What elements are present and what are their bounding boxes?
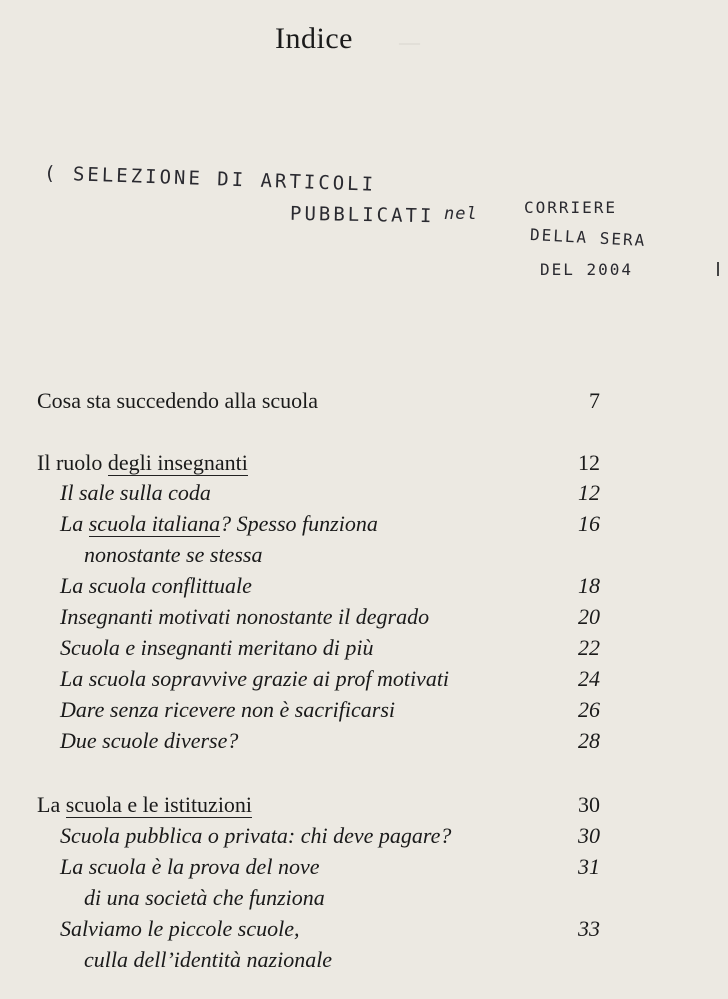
toc-entry[interactable] <box>0 633 728 663</box>
toc-entry-title: La scuola conflittuale <box>60 573 252 598</box>
toc-entry-title: Scuola e insegnanti meritano di più <box>60 635 374 660</box>
toc-entry-continuation <box>0 883 728 913</box>
toc-page-number: 12 <box>578 480 600 505</box>
edge-mark <box>717 262 719 276</box>
toc-page-number: 24 <box>578 666 600 691</box>
note-line-4: DEL 2004 <box>540 260 634 279</box>
toc-entry-continuation <box>0 945 728 975</box>
toc-page-number: 12 <box>578 450 600 475</box>
toc-page-number: 30 <box>578 792 600 817</box>
toc-section-title: La scuola e le istituzioni <box>37 792 253 817</box>
toc-entry-title: Due scuole diverse? <box>60 728 239 753</box>
page-title: Indice <box>275 22 353 55</box>
toc-entry[interactable] <box>0 571 728 601</box>
note-line-1: ( SELEZIONE DI ARTICOLI <box>43 162 377 196</box>
toc-page-number: 16 <box>578 511 600 536</box>
note-line-3a: CORRIERE <box>524 198 618 217</box>
toc-entry[interactable] <box>0 821 728 851</box>
toc-entry-title-cont: di una società che funziona <box>84 885 325 910</box>
toc-entry[interactable] <box>0 509 728 539</box>
toc-page-number: 28 <box>578 728 600 753</box>
toc-entry-title: Scuola pubblica o privata: chi deve pagare? <box>60 823 452 848</box>
toc-entry-continuation <box>0 540 728 570</box>
toc-page-number: 33 <box>578 916 600 941</box>
toc-entry[interactable] <box>0 726 728 756</box>
toc-page-number: 22 <box>578 635 600 660</box>
toc-section[interactable] <box>0 790 728 820</box>
toc-entry[interactable] <box>0 852 728 882</box>
toc-section-title: Cosa sta succedendo alla scuola <box>37 388 319 413</box>
toc-entry-title: Dare senza ricevere non è sacrificarsi <box>60 697 396 722</box>
toc-entry-title-cont: nonostante se stessa <box>84 542 263 567</box>
toc-entry[interactable] <box>0 602 728 632</box>
toc-section[interactable] <box>0 386 728 416</box>
toc-entry-title: Salviamo le piccole scuole, <box>60 916 300 941</box>
toc-entry[interactable] <box>0 664 728 694</box>
toc-page-number: 18 <box>578 573 600 598</box>
note-line-2b: nel <box>444 204 478 224</box>
toc-entry-title: Insegnanti motivati nonostante il degrado <box>60 604 430 629</box>
toc-entry-title: La scuola è la prova del nove <box>60 854 320 879</box>
toc-entry[interactable] <box>0 914 728 944</box>
toc-page-number: 26 <box>578 697 600 722</box>
note-line-3b: DELLA SERA <box>529 224 647 251</box>
toc-page-number: 20 <box>578 604 600 629</box>
toc-entry-title-cont: culla dell’identità nazionale <box>84 947 333 972</box>
toc-entry-title: La scuola italiana? Spesso funziona <box>60 511 378 536</box>
toc-entry[interactable] <box>0 478 728 508</box>
note-line-2: PUBBLICATI <box>289 202 435 228</box>
toc-section[interactable] <box>0 448 728 478</box>
toc-section-title: Il ruolo degli insegnanti <box>37 450 248 475</box>
toc-page-number: 30 <box>578 823 600 848</box>
toc-entry-title: La scuola sopravvive grazie ai prof motivati <box>60 666 450 691</box>
toc-entry[interactable] <box>0 695 728 725</box>
toc-entry-title: Il sale sulla coda <box>60 480 211 505</box>
toc-page-number: 7 <box>589 388 600 413</box>
bleed-through-texture: — <box>399 30 420 54</box>
toc-page-number: 31 <box>578 854 600 879</box>
